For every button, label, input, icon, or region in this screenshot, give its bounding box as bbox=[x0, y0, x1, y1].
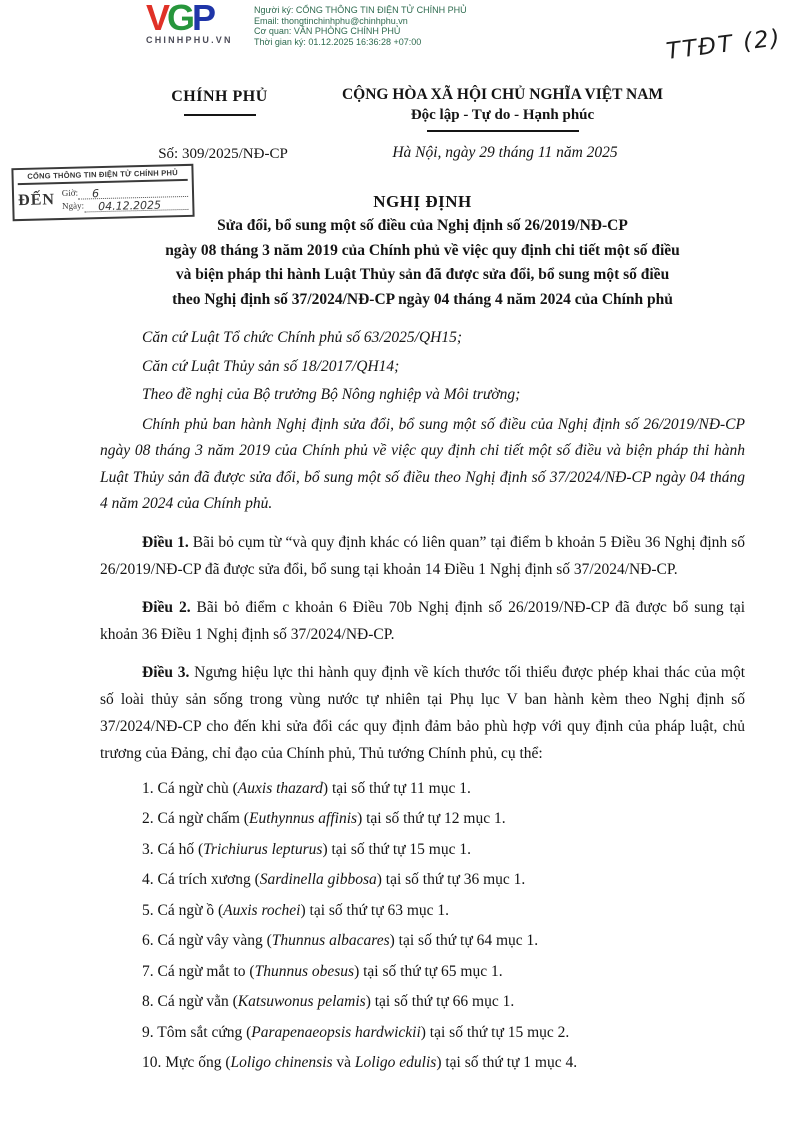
scientific-name: Auxis rochei bbox=[223, 901, 301, 919]
motto-rule bbox=[427, 130, 579, 132]
species-text: 4. Cá trích xương ( bbox=[142, 871, 260, 888]
species-text: 2. Cá ngừ chấm ( bbox=[142, 810, 249, 827]
articles bbox=[100, 529, 745, 767]
species-text: ) tại số thứ tự 15 mục 2. bbox=[420, 1023, 570, 1041]
species-item-5 bbox=[100, 896, 745, 927]
species-item-6 bbox=[100, 926, 745, 957]
species-text: 5. Cá ngừ ồ ( bbox=[142, 901, 224, 919]
article-3: Điều 3. Ngưng hiệu lực thi hành quy định về kích thước tối thiểu được phép khai thác của một số loài thủy sản sống trong vùng nước tự nhiên tại Phụ lục V ban hành kèm theo Nghị định số 37/2024/NĐ-CP cho đến khi sửa đổi các quy định đảm bảo phù hợp với quy định của pháp luật, chủ trương của Đảng, chỉ đạo của Chính phủ, Thủ tướng Chính phủ, cụ thể: bbox=[100, 663, 746, 762]
species-text: ) tại số thứ tự 64 mục 1. bbox=[389, 932, 539, 949]
issuer-rule bbox=[184, 114, 256, 116]
species-text: 7. Cá ngừ mắt to ( bbox=[142, 962, 255, 980]
document-subject bbox=[100, 214, 745, 312]
species-text: 3. Cá hố ( bbox=[142, 840, 204, 858]
species-text: ) tại số thứ tự 63 mục 1. bbox=[300, 901, 450, 919]
species-text: và bbox=[332, 1054, 355, 1071]
scientific-name: Katsuwonus pelamis bbox=[237, 993, 366, 1010]
species-text: ) tại số thứ tự 11 mục 1. bbox=[322, 779, 471, 797]
vgp-logo bbox=[146, 2, 233, 45]
article-1: Điều 1. Bãi bỏ cụm từ “và quy định khác có liên quan” tại điểm b khoản 5 Điều 36 Nghị định số 26/2019/NĐ-CP đã được sửa đổi, bổ sung tại khoản 14 Điều 1 Nghị định số 37/2024/NĐ-CP. bbox=[100, 533, 745, 578]
scientific-name: Auxis thazard bbox=[237, 779, 323, 797]
stamp-date-handwritten: 04.12.2025 bbox=[97, 198, 162, 214]
species-item-7 bbox=[100, 957, 745, 988]
stamp-hour-handwritten: 6 bbox=[91, 187, 100, 201]
preamble bbox=[100, 324, 745, 518]
national-motto: Độc lập - Tự do - Hạnh phúc bbox=[410, 107, 595, 123]
article-2-label: Điều 2. bbox=[142, 598, 191, 616]
scientific-name: Parapenaeopsis hardwickii bbox=[251, 1023, 421, 1041]
scientific-name: Euthynnus affinis bbox=[248, 810, 358, 827]
preamble-cite-1: Căn cứ Luật Tổ chức Chính phủ số 63/2025/QH15; bbox=[142, 329, 463, 346]
scientific-name: Trichiurus lepturus bbox=[203, 840, 323, 858]
species-item-2 bbox=[100, 804, 745, 835]
stamp-hour-label: Giờ: bbox=[61, 187, 79, 199]
subject-line-2: ngày 08 tháng 3 năm 2019 của Chính phủ về việc quy định chi tiết một số điều bbox=[165, 241, 680, 259]
species-item-3 bbox=[100, 835, 745, 866]
scientific-name: Loligo edulis bbox=[354, 1054, 437, 1071]
document-body bbox=[97, 192, 746, 1079]
subject-line-4: theo Nghị định số 37/2024/NĐ-CP ngày 04 tháng 4 năm 2024 của Chính phủ bbox=[172, 290, 673, 308]
handwritten-note: TTĐT (2) bbox=[664, 25, 784, 65]
document-type-title: NGHỊ ĐỊNH bbox=[373, 192, 472, 211]
stamp-date-label: Ngày: bbox=[61, 200, 85, 212]
species-item-1 bbox=[100, 774, 745, 805]
species-text: ) tại số thứ tự 36 mục 1. bbox=[376, 871, 526, 888]
article-1-label: Điều 1. bbox=[142, 533, 189, 551]
subject-line-1: Sửa đổi, bổ sung một số điều của Nghị định số 26/2019/NĐ-CP bbox=[217, 217, 628, 234]
document-number: Số: 309/2025/NĐ-CP bbox=[158, 146, 288, 162]
species-item-9 bbox=[100, 1018, 745, 1049]
species-text: 10. Mực ống ( bbox=[142, 1054, 231, 1071]
vgp-letter-p: P bbox=[192, 0, 214, 38]
article-3-label: Điều 3. bbox=[142, 663, 190, 681]
species-list bbox=[100, 774, 745, 1079]
species-text: ) tại số thứ tự 12 mục 1. bbox=[357, 810, 506, 827]
article-2: Điều 2. Bãi bỏ điểm c khoản 6 Điều 70b Nghị định số 26/2019/NĐ-CP đã được bổ sung tại khoản 36 Điều 1 Nghị định số 37/2024/NĐ-CP. bbox=[100, 598, 746, 643]
vgp-domain-text: CHINHPHU.VN bbox=[146, 35, 233, 45]
signature-line-4: Thời gian ký: 01.12.2025 16:36:28 +07:00 bbox=[254, 36, 422, 47]
header-national-block bbox=[330, 86, 675, 132]
national-title: CỘNG HÒA XÃ HỘI CHỦ NGHĨA VIỆT NAM bbox=[341, 86, 664, 103]
vgp-letter-v: V bbox=[146, 0, 168, 38]
species-item-4 bbox=[100, 865, 745, 896]
place-and-date: Hà Nội, ngày 29 tháng 11 năm 2025 bbox=[392, 144, 618, 161]
preamble-cite-3: Theo đề nghị của Bộ trưởng Bộ Nông nghiệp và Môi trường; bbox=[142, 386, 521, 403]
subject-line-3: và biện pháp thi hành Luật Thủy sản đã được sửa đổi, bổ sung một số điều bbox=[175, 266, 670, 283]
preamble-enactment: Chính phủ ban hành Nghị định sửa đổi, bổ sung một số điều của Nghị định số 26/2019/NĐ-CP ngày 08 tháng 3 năm 2019 của Chính phủ về việc quy định chi tiết một số điều và biện pháp thi hành Luật Thủy sản đã được sửa đổi, bổ sung một số điều theo Nghị định số 37/2024/NĐ-CP ngày 04 tháng 4 năm 2024 của Chính phủ. bbox=[100, 415, 745, 512]
digital-signature-info bbox=[254, 5, 467, 47]
preamble-cite-2: Căn cứ Luật Thủy sản số 18/2017/QH14; bbox=[142, 357, 400, 375]
stamp-den-label: ĐẾN bbox=[17, 191, 56, 210]
species-text: 6. Cá ngừ vây vàng ( bbox=[142, 932, 272, 949]
scientific-name: Thunnus albacares bbox=[271, 932, 390, 949]
species-text: ) tại số thứ tự 15 mục 1. bbox=[322, 840, 471, 858]
signature-line-2: Email: thongtinchinhphu@chinhphu.vn bbox=[254, 15, 408, 26]
vgp-letter-g: G bbox=[167, 0, 193, 38]
scientific-name: Thunnus obesus bbox=[254, 962, 355, 980]
species-text: ) tại số thứ tự 66 mục 1. bbox=[365, 993, 515, 1010]
species-text: ) tại số thứ tự 65 mục 1. bbox=[354, 962, 503, 980]
stamp-agency-name: CỔNG THÔNG TIN ĐIỆN TỬ CHÍNH PHỦ bbox=[17, 168, 187, 185]
signature-line-1: Người ký: CỔNG THÔNG TIN ĐIỆN TỬ CHÍNH PHỦ bbox=[254, 5, 467, 15]
species-text: 9. Tôm sắt cứng ( bbox=[142, 1023, 252, 1041]
signature-line-3: Cơ quan: VĂN PHÒNG CHÍNH PHỦ bbox=[254, 26, 401, 36]
scientific-name: Loligo chinensis bbox=[230, 1054, 333, 1071]
species-text: ) tại số thứ tự 1 mục 4. bbox=[436, 1054, 578, 1071]
species-text: 8. Cá ngừ vằn ( bbox=[142, 993, 238, 1010]
species-item-10 bbox=[100, 1048, 745, 1079]
vgp-logo-letters bbox=[146, 0, 233, 38]
issuer-name: CHÍNH PHỦ bbox=[171, 88, 268, 105]
species-item-8 bbox=[100, 987, 745, 1018]
scientific-name: Sardinella gibbosa bbox=[259, 871, 377, 888]
species-text: 1. Cá ngừ chù ( bbox=[142, 779, 238, 797]
header-issuer-block bbox=[102, 88, 337, 116]
